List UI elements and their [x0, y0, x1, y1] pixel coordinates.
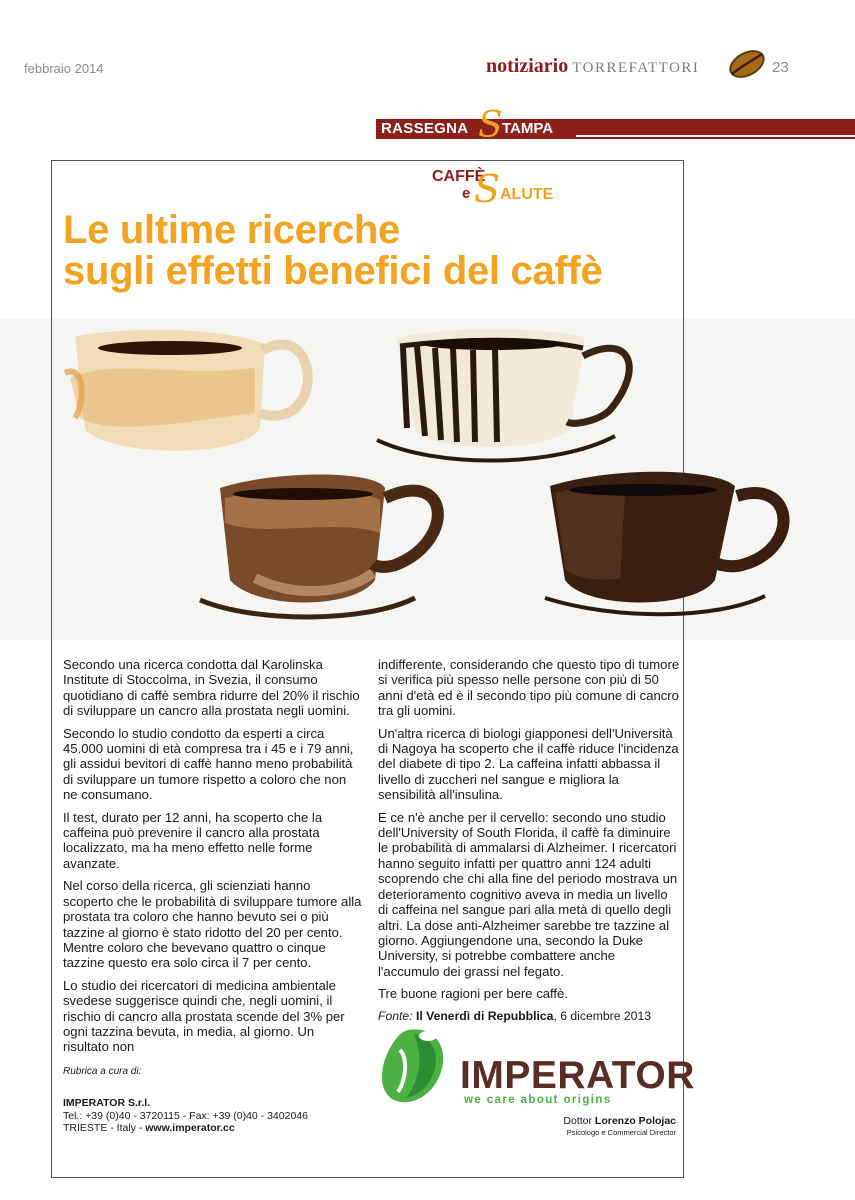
- rubrica-label: Rubrica a cura di:: [63, 1066, 142, 1077]
- author-credit: [563, 1116, 676, 1138]
- section-rassegna: RASSEGNA: [381, 120, 469, 137]
- company-website-link[interactable]: www.imperator.cc: [145, 1122, 235, 1134]
- category-caffe: CAFFÈ: [432, 168, 486, 185]
- article-title: [63, 210, 683, 292]
- author-role: Psicologo e Commercial Director: [566, 1128, 676, 1137]
- company-info: [63, 1097, 308, 1135]
- paragraph: Un'altra ricerca di biologi giapponesi dell'Università di Nagoya ha scoperto che il caffè riduce l'incidenza del diabete di tipo 2. La caffeina infatti abbassa il livello di zuccheri nel sangue e migliora la sensibilità all'insulina.: [378, 725, 679, 803]
- magazine-brand: [486, 55, 699, 78]
- brand-main: notiziario: [486, 55, 569, 77]
- coffee-cups-illustration: [55, 318, 855, 640]
- paragraph: Lo studio dei ricercatori di medicina ambientale svedese suggerisce quindi che, negli uomini, il rischio di cancro alla prostata scende del 3% per ogni tazzina bevuta, in media, al giorno. Un risultato non: [63, 977, 345, 1055]
- company-city: TRIESTE - Italy -: [63, 1122, 146, 1134]
- article-column-2: [378, 657, 680, 1031]
- article-source: [378, 1009, 680, 1024]
- brand-sub: TORREFATTORI: [572, 60, 700, 76]
- paragraph: Nel corso della ricerca, gli scienziati hanno scoperto che le probabilità di sviluppare tumore alla prostata tra coloro che hanno bevuto sei o più tazzine al giorno è stato ridotto del 20 per cento. Mentre coloro che bevevano quattro o cinque tazzine questo era solo circa il 7 per cento.: [63, 878, 362, 971]
- imperator-logo-icon: [378, 1028, 453, 1106]
- author-line: [563, 1116, 676, 1127]
- paragraph: Tre buone ragioni per bere caffè.: [378, 986, 568, 1002]
- coffee-bean-icon: [726, 48, 768, 80]
- article-column-1: [63, 657, 363, 1062]
- cup-light-watercolor: [65, 330, 308, 451]
- source-publication: Il Venerdì di Repubblica: [415, 1008, 554, 1023]
- author-prefix: Dottor: [563, 1115, 595, 1127]
- company-address: [63, 1122, 308, 1135]
- paragraph: Secondo lo studio condotto da esperti a circa 45.000 uomini di età compresa tra i 45 e i 79 anni, gli assidui bevitori di caffè hanno meno probabilità di sviluppare un tumore rispetto a coloro che non ne consumano.: [63, 725, 354, 803]
- section-stampa-initial: S: [478, 105, 503, 146]
- source-date: , 6 dicembre 2013: [553, 1008, 651, 1023]
- author-name: Lorenzo Polojac: [594, 1115, 676, 1127]
- section-stampa-rest: TAMPA: [502, 120, 554, 137]
- paragraph: Il test, durato per 12 anni, ha scoperto che la caffeina può prevenire il cancro alla prostata localizzato, ma ha meno effetto nelle forme avanzate.: [63, 809, 323, 871]
- category-salute-initial: S: [474, 167, 501, 211]
- category-salute-rest: ALUTE: [500, 186, 554, 203]
- page-number: 23: [772, 59, 789, 76]
- cup-brown: [200, 475, 438, 618]
- imperator-tagline: we care about origins: [464, 1094, 612, 1106]
- cup-dark: [545, 472, 784, 615]
- imperator-logo-text: IMPERATOR: [460, 1054, 695, 1097]
- issue-date: febbraio 2014: [24, 61, 104, 76]
- category-e: e: [462, 185, 471, 202]
- paragraph: Secondo una ricerca condotta dal Karolinska Institute di Stoccolma, in Svezia, il consumo quotidiano di caffè sembra ridurre del 20% il rischio di sviluppare un cancro alla prostata negli uomini.: [63, 657, 360, 719]
- cup-sketch: [377, 329, 629, 461]
- paragraph: indifferente, considerando che questo tipo di tumore si verifica più spesso nelle persone con più di 50 anni d'età ed è il secondo tipo più comune di cancro tra gli uomini.: [378, 657, 680, 719]
- title-line-1: Le ultime ricerche: [63, 208, 400, 252]
- source-label: Fonte:: [378, 1008, 413, 1023]
- section-rule: [376, 137, 855, 139]
- company-name: IMPERATOR S.r.l.: [63, 1097, 151, 1109]
- company-phone: Tel.: +39 (0)40 - 3720115 - Fax: +39 (0)40 - 3402046: [63, 1109, 308, 1122]
- title-line-2: sugli effetti benefici del caffè: [63, 249, 603, 293]
- paragraph: E ce n'è anche per il cervello: secondo uno studio dell'University of South Florida, il caffè fa diminuire le probabilità di ammalarsi di Alzheimer. I ricercatori hanno seguito infatti per quattro anni 124 adulti scoprendo che chi alla fine del periodo mostrava un deterioramento cognitivo aveva in media un livello di caffeina nel sangue pari alla metà di quello degli altri. La dose anti-Alzheimer sarebbe tre tazzine al giorno. Aggiungendone una, secondo la Duke University, si potrebbe combattere anche l'accumulo dei grassi nel fegato.: [378, 809, 678, 979]
- section-bar-extension: [576, 119, 855, 135]
